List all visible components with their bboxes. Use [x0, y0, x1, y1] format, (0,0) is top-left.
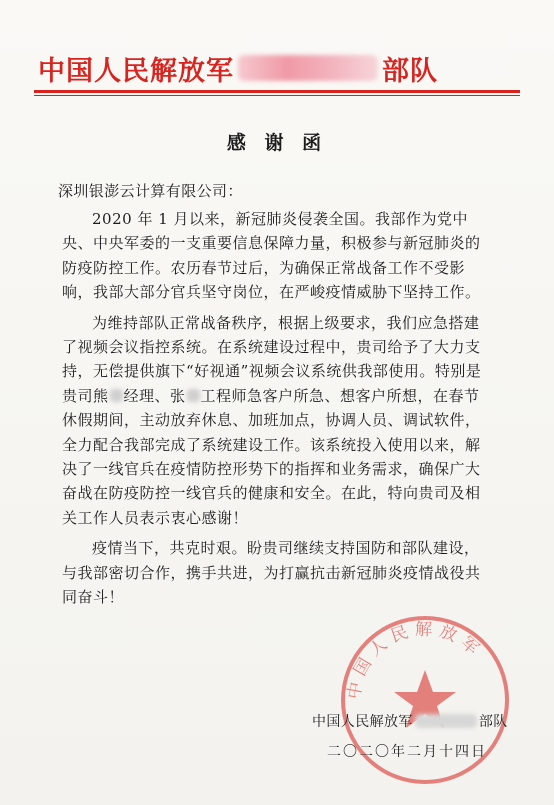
official-seal — [330, 600, 520, 790]
paragraph-2-part-3: 工程师急客户所急、想客户所想，在春节休假期间，主动放弃休息、加班加点，协调人员、调试软件，全力配合我部完成了系统建设工作。该系统投入使用以来，解决了一线官兵在疫情防控形势下的指挥和业务需求，确保广大奋战在防疫防控一线官兵的健康和安全。在此，特向贵司及相关工作人员表示衷心感谢！ — [62, 386, 481, 527]
letterhead-suffix: 部队 — [382, 55, 438, 87]
signature-unit-prefix: 中国人民解放军 — [312, 714, 413, 730]
paragraph-2-part-1: 为维持部队正常战备秩序，根据上级要求，我们应急搭建了视频会议指控系统。在系统建设过程中，贵司给予了大力支持，无偿提供旗下“好视通”视频会议系统供我部使用。特别是贵司熊 — [62, 313, 482, 405]
redacted-signature-unit — [415, 714, 477, 728]
signature-date: 二〇二〇年二月十四日 — [327, 744, 487, 760]
letter-body — [62, 207, 492, 610]
seal-text-path: 中国人民解放军 — [344, 619, 488, 701]
letterhead-rule-thin — [34, 95, 520, 96]
letterhead — [38, 48, 516, 88]
salutation: 深圳银澎云计算有限公司： — [58, 182, 243, 200]
paragraph-2 — [62, 311, 492, 531]
letterhead-rule-thick — [34, 90, 520, 93]
paragraph-3: 疫情当下，共克时艰。盼贵司继续支持国防和部队建设，与我部密切合作，携手共进，为打赢抗击新冠肺炎疫情战役共同奋斗！ — [62, 539, 481, 607]
paragraph-2-part-2: 经理、张 — [123, 386, 186, 405]
signature-unit-suffix: 部队 — [478, 714, 508, 730]
letter-title: 感 谢 函 — [226, 132, 328, 154]
paragraph-1: 2020 年 1 月以来，新冠肺炎侵袭全国。我部作为党中央、中央军委的一支重要信息保障力量，积极参与新冠肺炎的防疫防控工作。农历春节过后，为确保正常战备工作不受影响，我部大部分官兵坚守岗位，在严峻疫情威胁下坚持工作。 — [62, 210, 481, 302]
redacted-unit-number — [238, 55, 378, 81]
redacted-name-2 — [187, 389, 200, 402]
redacted-name-1 — [110, 389, 123, 402]
signature-unit — [312, 711, 508, 731]
letterhead-prefix: 中国人民解放军 — [38, 55, 234, 87]
seal-text — [344, 620, 487, 701]
